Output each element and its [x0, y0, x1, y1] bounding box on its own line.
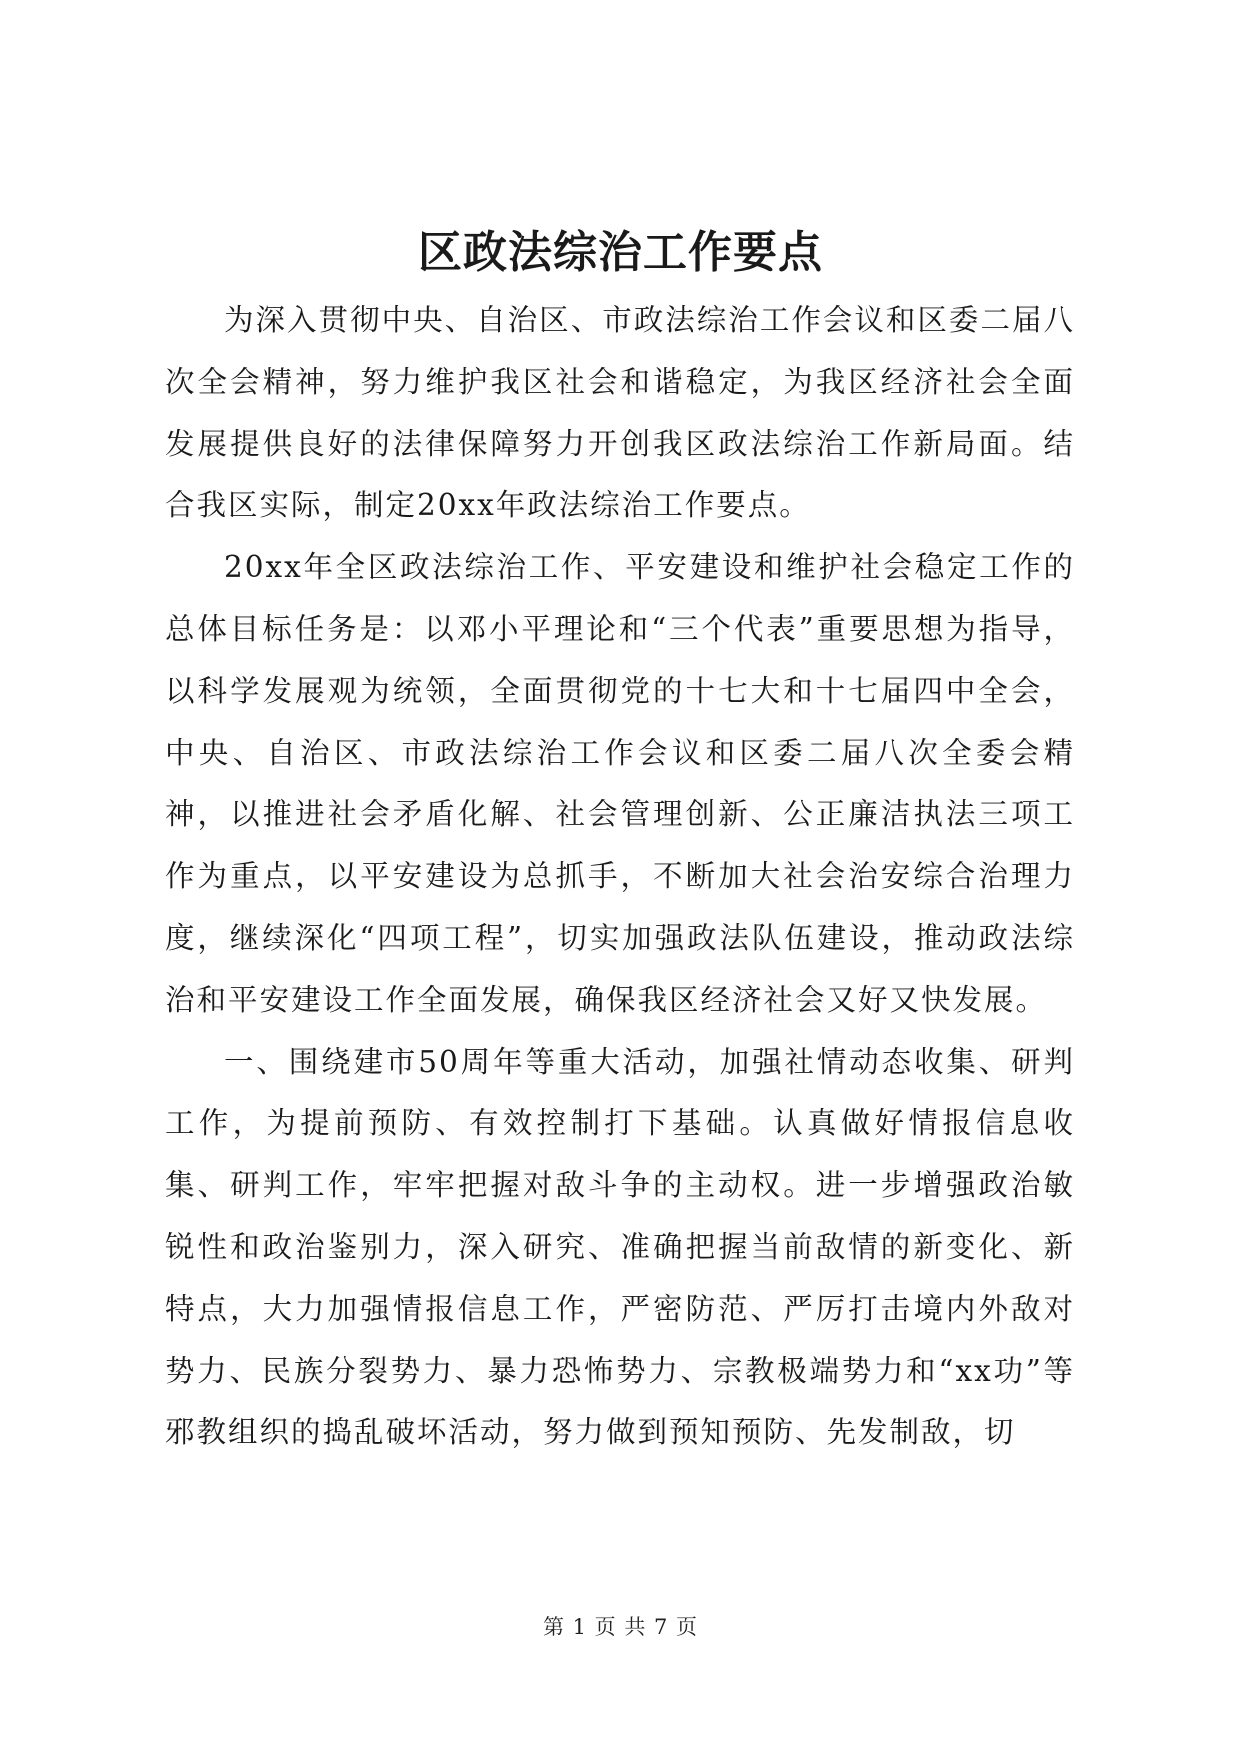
document-body	[165, 290, 1075, 1464]
page-footer: 第 1 页 共 7 页	[542, 1615, 699, 1639]
paragraph-intro: 为深入贯彻中央、自治区、市政法综治工作会议和区委二届八次全会精神，努力维护我区社会和谐稳定，为我区经济社会全面发展提供良好的法律保障努力开创我区政法综治工作新局面。结合我区实际，制定20xx年政法综治工作要点。	[165, 303, 1075, 523]
paragraph-overall-goals: 20xx年全区政法综治工作、平安建设和维护社会稳定工作的总体目标任务是：以邓小平理论和“三个代表”重要思想为指导，以科学发展观为统领，全面贯彻党的十七大和十七届四中全会，中央、自治区、市政法综治工作会议和区委二届八次全委会精神，以推进社会矛盾化解、社会管理创新、公正廉洁执法三项工作为重点，以平安建设为总抓手，不断加大社会治安综合治理力度，继续深化“四项工程”，切实加强政法队伍建设，推动政法综治和平安建设工作全面发展，确保我区经济社会又好又快发展。	[165, 550, 1075, 1017]
paragraph-section-one: 一、围绕建市50周年等重大活动，加强社情动态收集、研判工作，为提前预防、有效控制打下基础。认真做好情报信息收集、研判工作，牢牢把握对敌斗争的主动权。进一步增强政治敏锐性和政治鉴别力，深入研究、准确把握当前敌情的新变化、新特点，大力加强情报信息工作，严密防范、严厉打击境内外敌对势力、民族分裂势力、暴力恐怖势力、宗教极端势力和“xx功”等邪教组织的捣乱破坏活动，努力做到预知预防、先发制敌，切	[165, 1044, 1075, 1450]
document-title: 区政法综治工作要点	[418, 227, 823, 278]
